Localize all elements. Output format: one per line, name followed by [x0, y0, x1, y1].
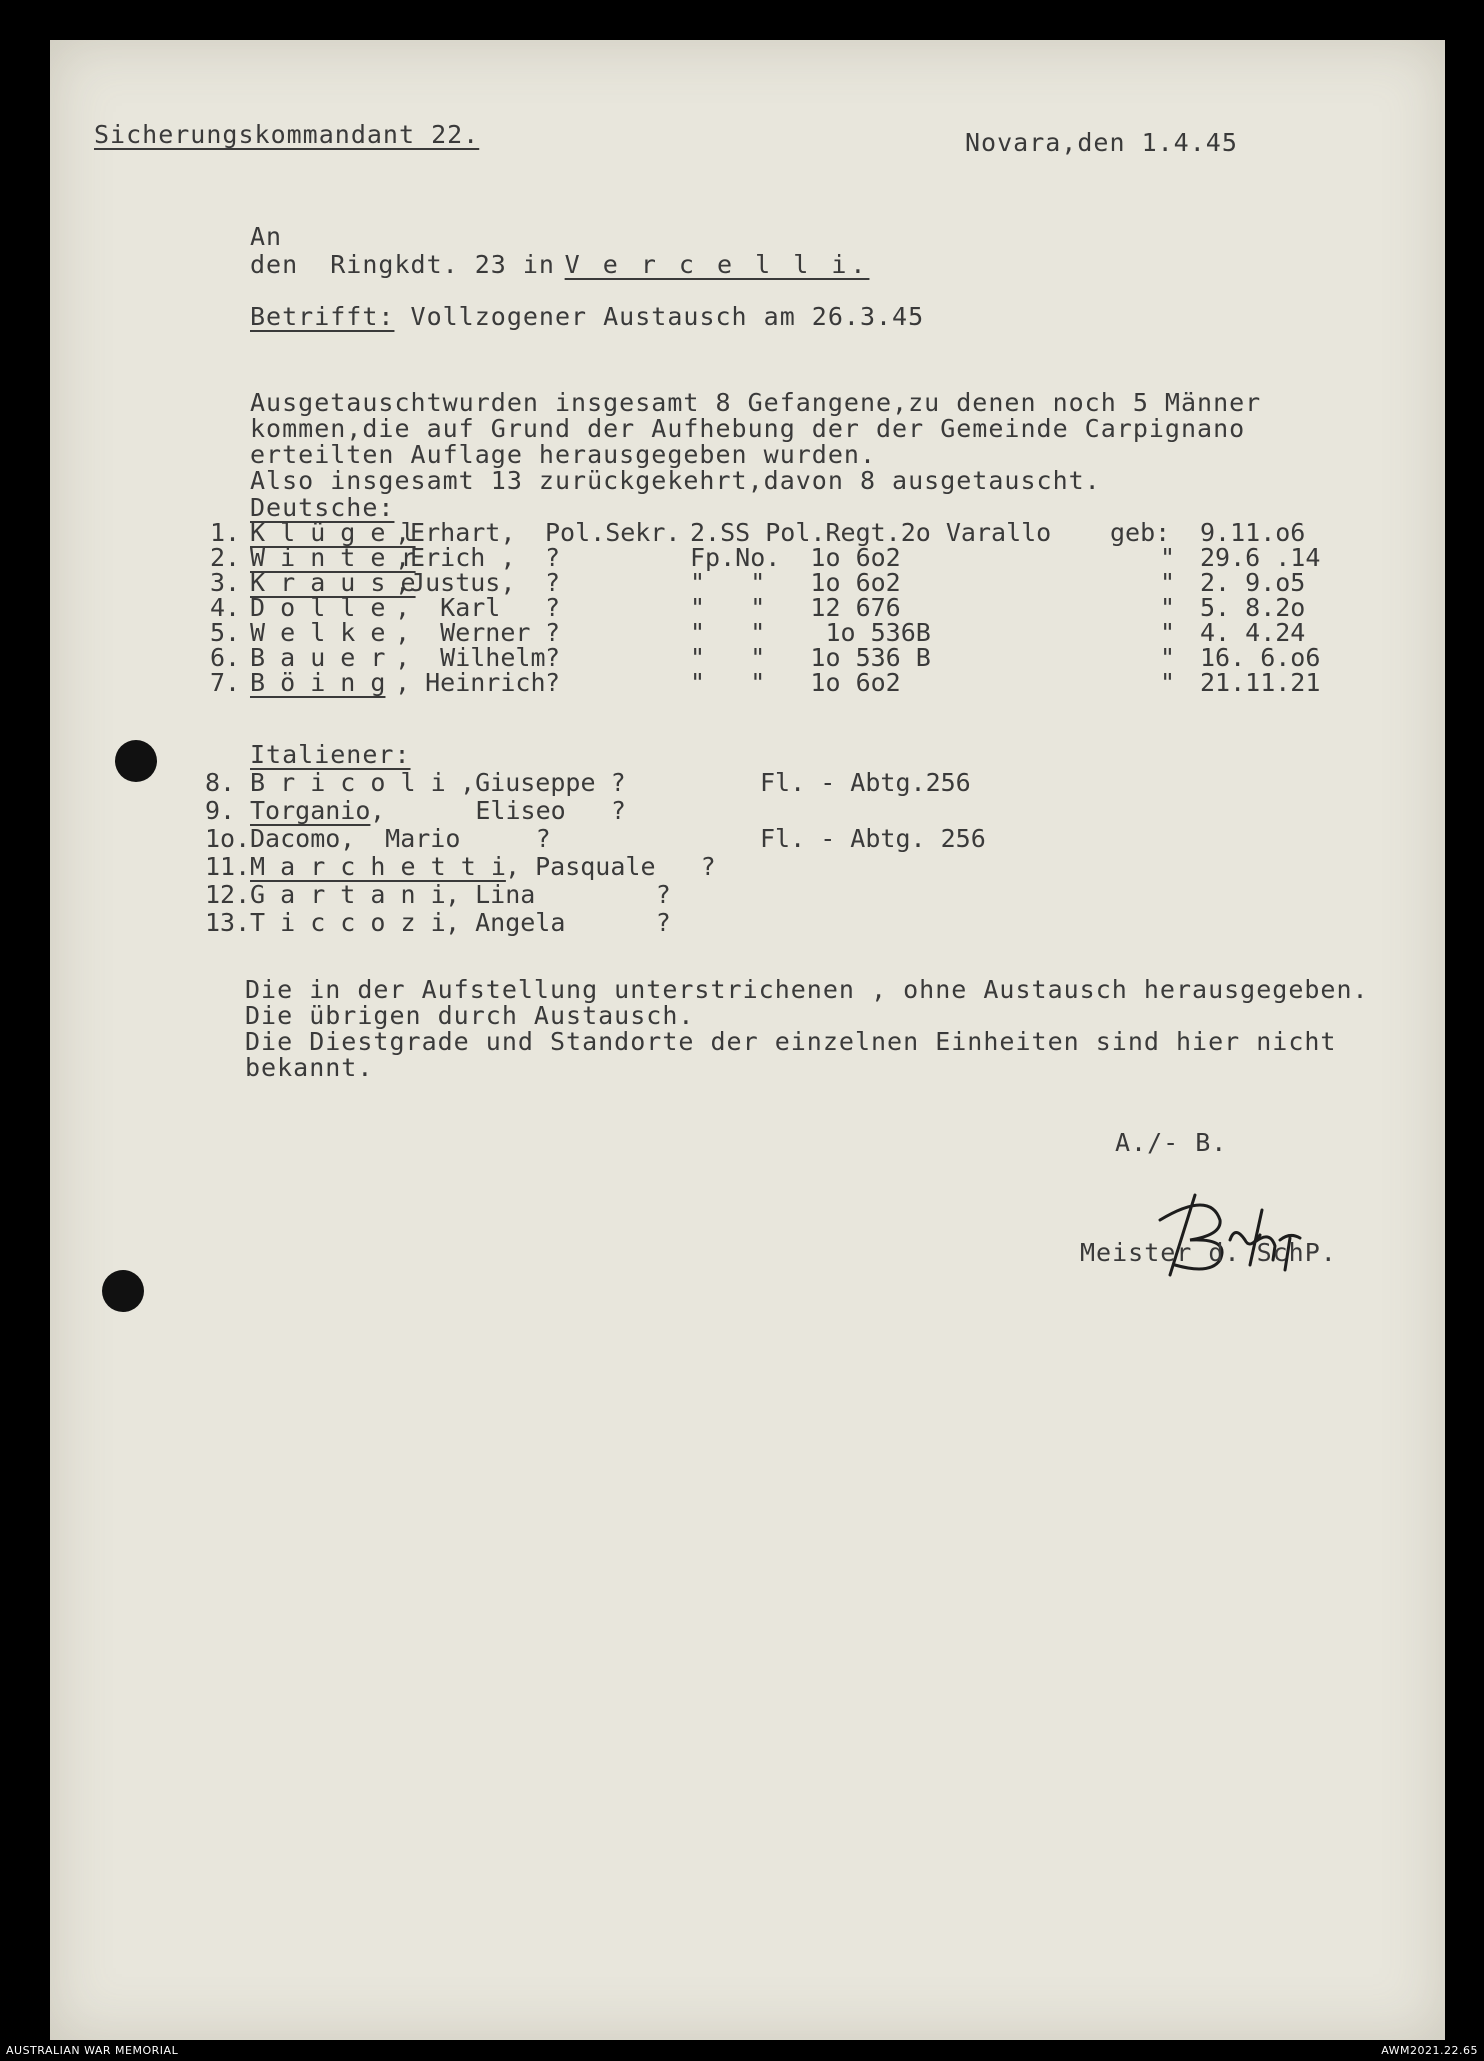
footer-credit: AUSTRALIAN WAR MEMORIAL	[6, 2044, 179, 2057]
rank: Pol.Sekr.	[545, 518, 681, 547]
signoff-title: Meister d. SchP.	[1080, 1238, 1337, 1267]
unit: Fl. - Abtg. 256	[760, 824, 986, 853]
unit: " " 1o 536 B	[690, 643, 931, 672]
birth-label: "	[1160, 593, 1176, 622]
handwritten-signature	[1150, 1180, 1320, 1290]
surname: Dacomo	[250, 824, 341, 853]
subject-label: Betrifft:	[250, 302, 395, 331]
surname: K r a u s e	[250, 568, 416, 597]
italian-row	[50, 880, 1445, 910]
row-number: 6.	[210, 643, 241, 672]
subject-text: Vollzogener Austausch am 26.3.45	[394, 302, 925, 331]
row-number: 5.	[210, 618, 241, 647]
italian-row	[50, 824, 1445, 854]
germans-heading: Deutsche:	[250, 493, 395, 522]
given-name: , Werner	[395, 618, 531, 647]
given-name: , Wilhelm	[395, 643, 546, 672]
birth-label: "	[1160, 618, 1176, 647]
surname: W e l k e	[250, 618, 386, 647]
closing-line-1: Die in der Aufstellung unterstrichenen , ohne Austausch herausgegeben.	[245, 975, 1369, 1004]
italian-row	[50, 768, 1445, 798]
given-name: ,Erhart,	[395, 518, 516, 547]
given-name: , Heinrich	[395, 668, 546, 697]
document-page	[50, 40, 1445, 2040]
unit: 2.SS Pol.Regt.2o Varallo	[690, 518, 1052, 547]
unit: Fl. - Abtg.256	[760, 768, 971, 797]
italian-row	[50, 852, 1445, 882]
address-line	[250, 250, 869, 279]
signoff-ab: A./- B.	[1115, 1128, 1228, 1157]
given-name: ,Giuseppe ?	[445, 768, 626, 797]
punch-hole-bottom	[102, 1270, 144, 1312]
birth-label: geb:	[1110, 518, 1171, 547]
surname: W i n t e r	[250, 543, 416, 572]
surname: B ö i n g	[250, 668, 386, 697]
birth-label: "	[1160, 668, 1176, 697]
row-number: 3.	[210, 568, 241, 597]
row-number: 9.	[205, 796, 236, 825]
given-name: , Angela ?	[445, 908, 671, 937]
footer-accession: AWM2021.22.65	[1381, 2044, 1478, 2057]
address-city: V e r c e l l i.	[564, 250, 870, 279]
surname: Torganio	[250, 796, 371, 825]
intro-line-3: erteilten Auflage herausgegeben wurden.	[250, 440, 876, 469]
unit: Fp.No. 1o 6o2	[690, 543, 901, 572]
sender-line: Sicherungskommandant 22.	[94, 120, 480, 149]
given-name: ,Justus,	[395, 568, 516, 597]
row-number: 11.	[205, 852, 251, 881]
closing-line-2: Die übrigen durch Austausch.	[245, 1001, 695, 1030]
subject-line	[250, 302, 924, 331]
german-row	[50, 668, 1445, 698]
italian-row	[50, 796, 1445, 826]
place-date: Novara,den 1.4.45	[965, 128, 1238, 157]
given-name: ,Erich ,	[395, 543, 516, 572]
given-name: , Eliseo ?	[370, 796, 626, 825]
birth-date: 2. 9.o5	[1200, 568, 1306, 597]
italian-row	[50, 908, 1445, 938]
row-number: 4.	[210, 593, 241, 622]
row-number: 12.	[205, 880, 251, 909]
closing-line-3: Die Diestgrade und Standorte der einzelnen Einheiten sind hier nicht	[245, 1027, 1337, 1056]
unit: " " 1o 6o2	[690, 568, 901, 597]
surname: T i c c o z i	[250, 908, 446, 937]
given-name: , Pasquale ?	[505, 852, 716, 881]
rank: ?	[545, 593, 561, 622]
birth-label: "	[1160, 568, 1176, 597]
row-number: 7.	[210, 668, 241, 697]
address-to: An	[250, 222, 283, 251]
rank: ?	[545, 618, 561, 647]
address-prefix: den Ringkdt. 23 in	[250, 250, 555, 279]
row-number: 1.	[210, 518, 241, 547]
given-name: , Karl	[395, 593, 501, 622]
row-number: 2.	[210, 543, 241, 572]
given-name: , Lina ?	[445, 880, 671, 909]
rank: ?	[545, 543, 561, 572]
rank: ?	[545, 668, 561, 697]
italians-heading: Italiener:	[250, 740, 411, 769]
birth-label: "	[1160, 643, 1176, 672]
birth-date: 21.11.21	[1200, 668, 1321, 697]
surname: G a r t a n i	[250, 880, 446, 909]
surname: D o l l e	[250, 593, 386, 622]
birth-date: 29.6 .14	[1200, 543, 1321, 572]
birth-date: 5. 8.2o	[1200, 593, 1306, 622]
row-number: 13.	[205, 908, 251, 937]
birth-date: 4. 4.24	[1200, 618, 1306, 647]
birth-date: 9.11.o6	[1200, 518, 1306, 547]
footer-bar	[0, 2042, 1484, 2061]
intro-line-1: Ausgetauschtwurden insgesamt 8 Gefangene,zu denen noch 5 Männer	[250, 388, 1262, 417]
rank: ?	[545, 568, 561, 597]
surname: B r i c o l i	[250, 768, 446, 797]
surname: M a r c h e t t i	[250, 852, 506, 881]
intro-line-4: Also insgesamt 13 zurückgekehrt,davon 8 ausgetauscht.	[250, 466, 1101, 495]
birth-label: "	[1160, 543, 1176, 572]
closing-line-4: bekannt.	[245, 1053, 374, 1082]
unit: " " 1o 6o2	[690, 668, 901, 697]
unit: " " 12 676	[690, 593, 901, 622]
row-number: 8.	[205, 768, 236, 797]
rank: ?	[545, 643, 561, 672]
birth-date: 16. 6.o6	[1200, 643, 1321, 672]
unit: " " 1o 536B	[690, 618, 931, 647]
surname: K l ü g e l	[250, 518, 416, 547]
given-name: , Mario ?	[340, 824, 551, 853]
surname: B a u e r	[250, 643, 386, 672]
intro-line-2: kommen,die auf Grund der Aufhebung der der Gemeinde Carpignano	[250, 414, 1246, 443]
row-number: 1o.	[205, 824, 251, 853]
